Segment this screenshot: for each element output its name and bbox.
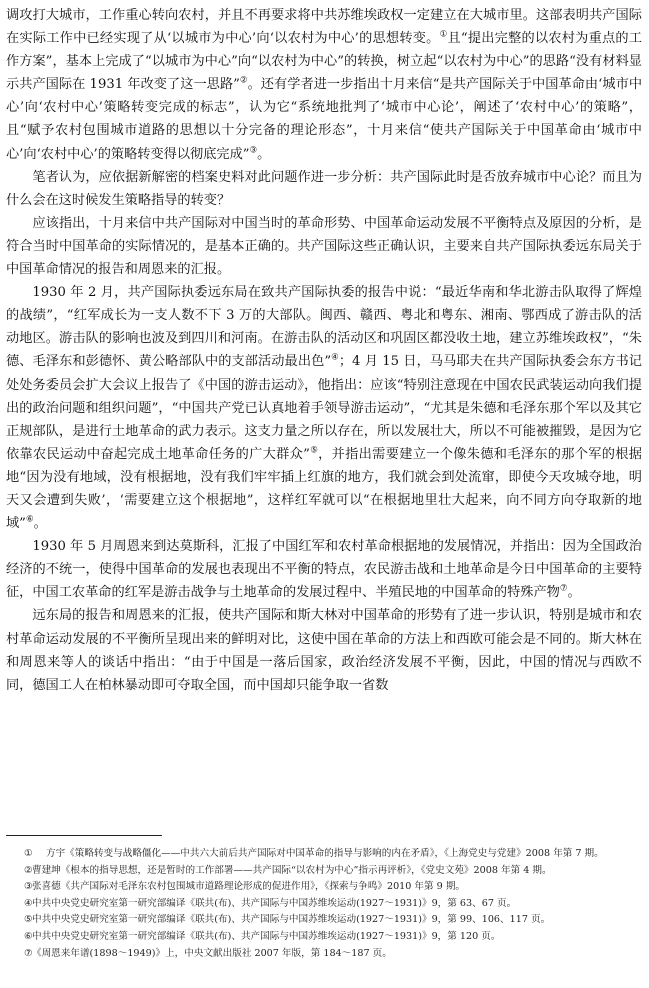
footnote-text: 方宇《策略转变与战略僵化——中共六大前后共产国际对中国革命的指导与影响的内在矛盾》，《上海党史与党建》2008 年第 7 期。 — [46, 848, 604, 859]
text-segment: 1930 年 5 月周恩来到达莫斯科，汇报了中国红军和农村革命根据地的发展情况，并指出：因为全国政治经济的不统一，使得中国革命的发展也表现出不平衡的特点，农民游击战和土地革命是今日中国革命的主要特征，中国工农革命的红军是游击战争与土地革命的发展过程中、半殖民地的中国革命的特殊产物 — [6, 539, 642, 601]
footnote — [6, 863, 642, 880]
footnote-divider — [6, 835, 162, 836]
paragraph — [6, 166, 642, 212]
text-segment: 。 — [33, 516, 47, 532]
text-segment: 。 — [257, 146, 271, 162]
footnote-text: 曹建坤《根本的指导思想，还是暂时的工作部署——共产国际“以农村为中心”指示再评析》，《党史文苑》2008 年第 4 期。 — [32, 864, 552, 876]
footnote-ref: ⑦ — [559, 583, 568, 594]
footnotes — [6, 846, 642, 962]
text-segment: 。 — [567, 585, 581, 601]
text-segment: 调攻打大城市，工作重心转向农村，并且不再要求将中共苏维埃政权一定建立在大城市里。这部表明共产国际在实际工作中已经实现了从‘以城市为中心’向‘以农村为中心’的思想转变。 — [6, 8, 642, 47]
footnote-text: 《周恩来年谱(1898～1949)》上，中央文献出版社 2007 年版，第 184～187 页。 — [32, 947, 392, 959]
footnote-ref: ③ — [249, 145, 258, 156]
footnote-number: ⑥ — [24, 930, 33, 942]
text-segment: 1930 年 2 月，共产国际执委远东局在致共产国际执委的报告中说：“最近华南和华北游击队取得了辉煌的战绩”，“红军成长为一支人数不下 3 万的大部队。闽西、赣西、粤北和粤东、湘南、鄂西成了游击队的活动地区。游击队的影响也波及到四川和河南。在游击队的活动区和巩固区都没收土地，建立苏维埃政权”，“朱德、毛泽东和彭德怀、黄公略部队中的支部活动最出色” — [6, 285, 642, 370]
footnote-text: 张喜德《共产国际对毛泽东农村包围城市道路理论形成的促进作用》，《探索与争鸣》2010 年第 9 期。 — [32, 881, 466, 893]
text-segment: 应该指出，十月来信中共产国际对中国当时的革命形势、中国革命运动发展不平衡特点及原因的分析，是符合当时中国革命的实际情况的，是基本正确的。共产国际这些正确认识，主要来自共产国际执委远东局关于中国革命情况的报告和周恩来的汇报。 — [6, 215, 642, 278]
text-segment: 笔者认为，应依据新解密的档案史料对此问题作进一步分析：共产国际此时是否放弃城市中心论？而且为什么会在这时候发生策略指导的转变？ — [6, 169, 642, 208]
footnote — [6, 879, 642, 896]
footnote-text: 中共中央党史研究室第一研究部编译《联共(布)、共产国际与中国苏维埃运动(1927～1931)》9，第 63、67 页。 — [32, 897, 517, 909]
text-segment: 且“提出完整的以农村为重点的工作方案”，基本上完成了“以城市为中心”向“以农村为中心”的转换，树立起“以农村为中心”的思路“没有材料显示共产国际在 1931 年改变了这一思路” — [6, 31, 643, 93]
footnote-ref: ⑤ — [309, 445, 319, 456]
footnote-ref: ② — [239, 75, 248, 86]
body-text — [6, 4, 642, 697]
footnote-number: ① — [24, 848, 33, 859]
paragraph — [6, 281, 642, 535]
footnote-number: ② — [24, 864, 33, 876]
footnote — [6, 946, 642, 963]
paragraph — [6, 535, 642, 604]
footnote-number: ⑤ — [24, 914, 33, 926]
footnote — [6, 912, 642, 929]
footnote — [6, 929, 642, 946]
text-segment: ；4 月 15 日，马马耶夫在共产国际执委会东方书记处处务委员会扩大会议上报告了《中国的游击运动》，他指出：应该“特别注意现在中国农民武装运动向我们提出的政治问题和组织问题”，“中国共产党已认真地着手领导游击运动”，“尤其是朱德和毛泽东那个军以及其它正规部队，是进行土地革命的武力表示。这支力量之所以存在，所以发展壮大，所以不可能被摧毁，是因为它依靠农民运动中奋起完成土地革命任务的广大群众” — [6, 354, 642, 462]
footnote — [6, 846, 642, 863]
footnote-ref: ① — [439, 29, 448, 40]
footnote-text: 中共中央党史研究室第一研究部编译《联共(布)、共产国际与中国苏维埃运动(1927～1931)》9，第 120 页。 — [32, 930, 501, 942]
paragraph — [6, 604, 642, 696]
paragraph — [6, 212, 642, 281]
text-segment: ，并指出需要建立一个像朱德和毛泽东的那个军的根据地“因为没有地域，没有根据地，没有我们牢牢插上红旗的地方，我们就会到处流窜，即使今天攻城夺地，明天又会遭到失败’，‘需要建立这个根据地”，这样红军就可以“在根据地里壮大起来，向不同方向夺取新的地域” — [6, 446, 642, 532]
footnote-number: ③ — [24, 881, 33, 893]
footnote-ref: ⑥ — [25, 514, 34, 525]
footnote-number: ⑦ — [24, 947, 33, 959]
footnote-text: 中共中央党史研究室第一研究部编译《联共(布)、共产国际与中国苏维埃运动(1927～1931)》9，第 99、106、117 页。 — [32, 914, 551, 926]
footnote — [6, 896, 642, 913]
text-segment: 。还有学者进一步指出十月来信“是共产国际关于中国革命由‘城市中心’向‘农村中心’策略转变完成的标志”，认为它“系统地批判了‘城市中心论’，阐述了‘农村中心’的策略”，且“赋予农村包围城市道路的思想以十分完备的理论形态”，十月来信“使共产国际关于中国革命由‘城市中心’向‘农村中心’的策略转变得以彻底完成” — [6, 77, 643, 162]
footnote-ref: ④ — [331, 353, 339, 364]
text-segment: 远东局的报告和周恩来的汇报，使共产国际和斯大林对中国革命的形势有了进一步认识，特别是城市和农村革命运动发展的不平衡所呈现出来的鲜明对比，这使中国在革命的方法上和西欧可能会是不同的。斯大林在和周恩来等人的谈话中指出：“由于中国是一落后国家，政治经济发展不平衡，因此，中国的情况与西欧不同，德国工人在柏林暴动即可夺取全国，而中国却只能争取一省数 — [6, 608, 642, 693]
paragraph — [6, 4, 642, 166]
footnote-number: ④ — [24, 897, 33, 909]
